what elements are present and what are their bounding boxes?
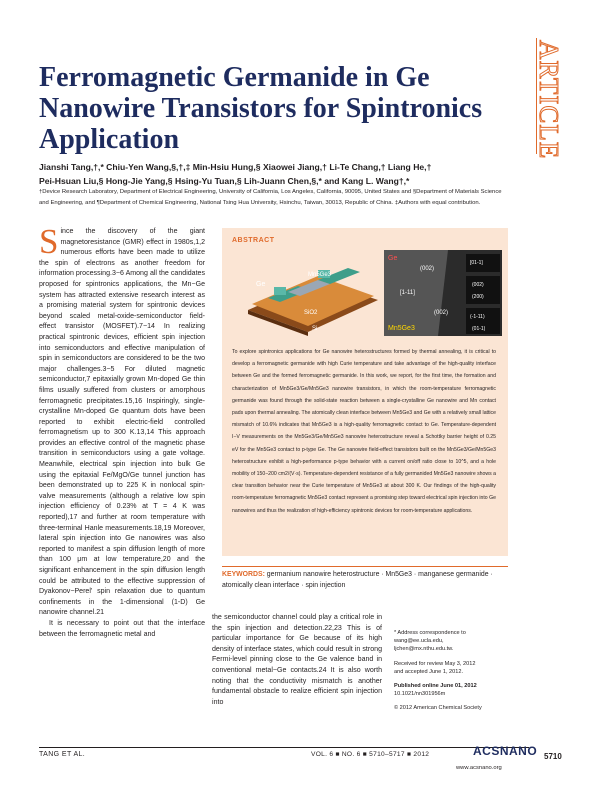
figure-label-002-c: (002): [472, 282, 484, 288]
figure-label-200: (200): [472, 294, 484, 300]
intro-column: [39, 222, 205, 640]
tem-image: [384, 250, 502, 336]
keywords-label: KEYWORDS:: [222, 571, 265, 578]
figure-label-zone-axis: [01-1]: [470, 260, 483, 266]
figure-label-sio2: SiO2: [304, 310, 318, 316]
published-line: Published online June 01, 2012: [394, 683, 477, 690]
side-notes: [394, 629, 506, 713]
keywords: [222, 570, 508, 591]
author-list: [39, 160, 499, 188]
keywords-text: germanium nanowire heterostructure · Mn5Ge3 · manganese germanide · atomically clean interface · spin injection: [222, 571, 493, 589]
figure-label-002-a: (002): [420, 266, 435, 272]
section-label: ARTICLE: [534, 40, 564, 160]
received-line-1: Received for review May 3, 2012: [394, 660, 476, 667]
figure-label-si: Si: [312, 326, 318, 332]
figure-label-111: [1-11]: [400, 290, 415, 296]
authors-line-2: Pei-Hsuan Liu,§ Hong-Jie Yang,§ Hsing-Yu Tuan,§ Lih-Juann Chen,§,* and Kang L. Wang†,*: [39, 176, 410, 186]
authors-line-1: Jianshi Tang,†,* Chiu-Yen Wang,§,†,‡ Min-Hsiu Hung,§ Xiaowei Jiang,† Li-Te Chang,† Liang He,†: [39, 162, 432, 172]
keywords-divider: [222, 566, 508, 567]
affiliations: †Device Research Laboratory, Department of Electrical Engineering, University of California, Los Angeles, California, 90095, United States and §Department of Materials Science and Engineering, and ¶Department of Chemical Engineering, National Tsing Hua University, Hsinchu, Taiwan, 30013, Republic of China. ‡Authors with equal contribution.: [39, 189, 502, 206]
figure-label-ge-tem: Ge: [388, 255, 398, 262]
abstract-label: ABSTRACT: [232, 237, 275, 244]
drop-cap: S: [39, 222, 59, 261]
article-title: Ferromagnetic Germanide in Ge Nanowire Transistors for Spintronics Application: [39, 62, 483, 155]
received-line-2: and accepted June 1, 2012.: [394, 668, 464, 675]
journal-url: www.acsnano.org: [456, 765, 502, 771]
copyright: © 2012 American Chemical Society: [394, 705, 482, 712]
footer-authors: TANG ET AL.: [39, 751, 86, 758]
figure-label-01-1: (01-1): [472, 326, 486, 332]
corr-line-3: ljchen@mx.nthu.edu.tw.: [394, 646, 454, 653]
page-number: 5710: [544, 752, 562, 761]
figure-label-mnge: Mn5Ge3: [308, 272, 332, 278]
abstract-figure: [248, 250, 502, 336]
figure-label-ge-left: Ge: [256, 281, 266, 288]
corr-line-1: * Address correspondence to: [394, 630, 466, 636]
figure-label-111-b: (-1-11): [470, 314, 485, 320]
figure-label-mnge-tem: Mn5Ge3: [388, 325, 415, 332]
figure-label-002-b: (002): [434, 310, 449, 316]
footer-volume: VOL. 6 ■ NO. 6 ■ 5710–5717 ■ 2012: [311, 751, 430, 758]
intro-paragraph-2: It is necessary to point out that the interface between the ferromagnetic metal and: [39, 619, 205, 638]
doi: 10.1021/nn301956m: [394, 691, 446, 698]
journal-logo: ACSNANO: [473, 744, 538, 758]
device-schematic: [248, 268, 378, 336]
abstract-text: To explore spintronics applications for Ge nanowire heterostructures formed by thermal annealing, it is critical to develop a ferromagnetic germanide with high Curie temperature and take advantage of the high-quality interface between Ge and the formed ferromagnetic germanide. In this work, we report, for the first time, the formation and characterization of Mn5Ge3/Ge/Mn5Ge3 nanowire transistors, in which the room-temperature ferromagnetic germanide was found through the solid-state reaction between a single-crystalline Ge nanowire and Mn contact pads upon thermal annealing. The atomically clean interface between Mn5Ge3 and Ge with a relatively small lattice mismatch of 10.6% indicates that Mn5Ge3 is a high-quality ferromagnetic contact to Ge. Temperature-dependent I−V measurements on the Mn5Ge3/Ge/Mn5Ge3 nanowire heterostructure reveal a Schottky barrier height of 0.25 eV for the Mn5Ge3 contact to p-type Ge. The Ge nanowire field-effect transistors built on the Mn5Ge3/Ge/Mn5Ge3 heterostructure exhibit a high-performance p-type behavior with a current on/off ratio close to 10^5, and a hole mobility of 150−200 cm2/(V·s). Temperature-dependent resistance of a fully germanided Mn5Ge3 nanowire shows a clear transition behavior near the Curie temperature of Mn5Ge3 at about 300 K. Our findings of the high-quality room-temperature ferromagnetic Mn5Ge3 contact represent a promising step toward electrical spin injection into Ge nanowires and thus the realization of high-efficiency spintronic devices for room-temperature applications.: [232, 349, 496, 514]
intro-paragraph-1: ince the discovery of the giant magnetoresistance (GMR) effect in 1980s,1,2 numerous efforts have been made to utilize the spin of electrons as another freedom for information processing.3−6 Among all the candidates proposed for spintronics applications, the Mn−Ge system has attracted extensive research interest as a promising material system for spintronic devices beyond scaled metal-oxide-semiconductor field-effect transistor (MOSFET).7−14 In realizing practical spintronic devices, efficient spin injection into semiconductors and effective manipulation of spin in semiconductors are considered to be the two major challenges.3−5 For diluted magnetic semiconductor,7 epitaxially grown Mn-doped Ge thin films usually suffered from clusters or amorphous ferromagnetic precipitates.15,16 Inspiringly, single-crystalline Mn-doped Ge quantum dots have been reported to exhibit electric-field controlled ferromagnetism up to 300 K.13,14 This approach provides an effective control of the magnetic phase transition in semiconductors using a gate voltage. Meanwhile, electrical spin injection into bulk Ge using the epitaxial Fe/MgO/Ge tunnel junction has been demonstrated up to 225 K in nonlocal spin-valve measurements (although a relative low spin injection efficiency of 0.23% at T = 4 K was reported),17 and further at room temperature with three-terminal Hanle measurements.18,19 Moreover, lateral spin injection into Ge nanowires was also reported to manifest a spin diffusion length of more than 100 μm at low temperature,20 and the significant enhancement in the spin diffusion length could be attributed to the effective suppression of Dyakonov−Perel' spin relaxation due to quantum confinements in the 1-dimensional (1-D) Ge nanowire channel.21: [39, 228, 205, 617]
footer-divider: [39, 747, 529, 748]
corr-line-2: wang@ee.ucla.edu,: [394, 638, 444, 645]
body-column-2: the semiconductor channel could play a critical role in the spin injection and detection.22,23 This is of particular importance for Ge because of its high density of interface states, which could result in strong Fermi-level pinning close to the Ge valence band in conventional metal−Ge contacts.24 It is also worth noting that the conductivity mismatch is another fundamental obstacle to realize efficient spin injection into: [212, 614, 382, 706]
